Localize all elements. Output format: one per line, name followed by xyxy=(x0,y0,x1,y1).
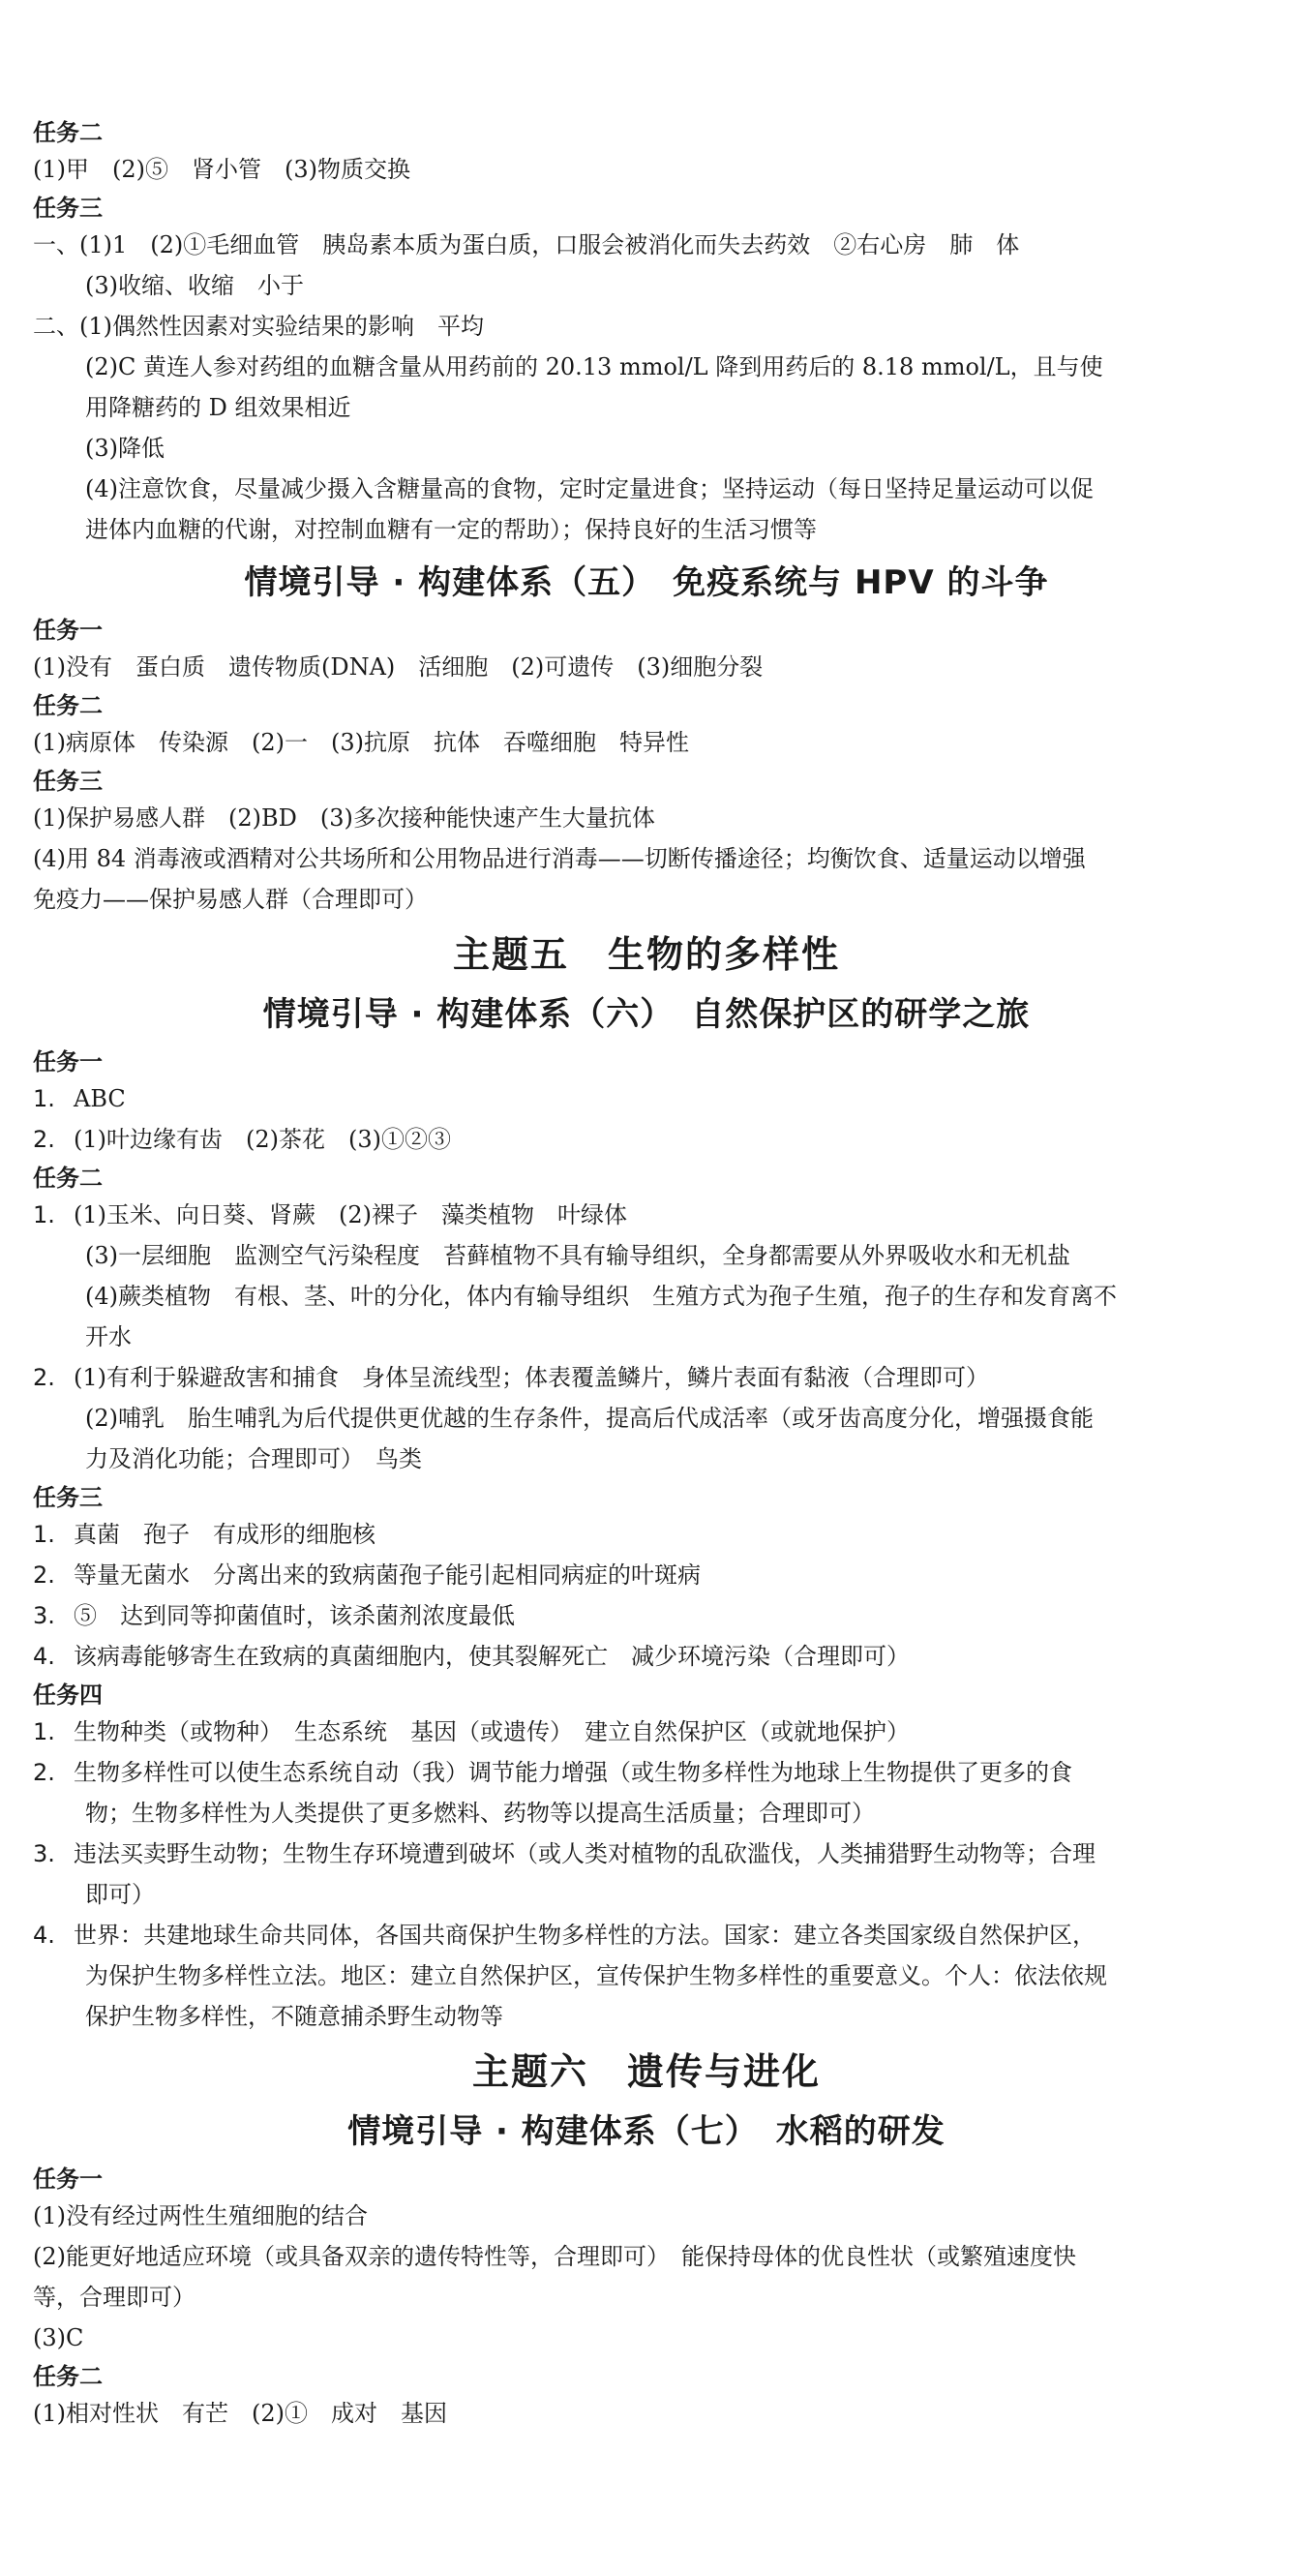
answer-line: 二、(1)偶然性因素对实验结果的影响 平均 xyxy=(33,313,484,340)
answer-line-continued: (4)蕨类植物 有根、茎、叶的分化，体内有输导组织 生殖方式为孢子生殖，孢子的生存和发育离不 xyxy=(85,1283,1117,1310)
item-number: 2. xyxy=(33,1561,55,1589)
answer-line: (1)甲 (2)⑤ 肾小管 (3)物质交换 xyxy=(33,156,410,183)
answer-line: (1)没有经过两性生殖细胞的结合 xyxy=(33,2202,368,2229)
item-number: 1. xyxy=(33,1201,55,1228)
answer-line-continued: 力及消化功能；合理即可） 鸟类 xyxy=(85,1445,422,1472)
answer-line-continued: 开水 xyxy=(85,1323,132,1350)
answer-line-continued: 保护生物多样性，不随意捕杀野生动物等 xyxy=(85,2003,503,2030)
item-number: 2. xyxy=(33,1126,55,1153)
item-text: 生物种类（或物种） 生态系统 基因（或遗传） 建立自然保护区（或就地保护） xyxy=(74,1718,910,1745)
task-heading: 任务二 xyxy=(33,2363,103,2390)
task-heading: 任务三 xyxy=(33,768,103,795)
numbered-answer xyxy=(33,1752,1260,1793)
item-number: 1. xyxy=(33,1521,55,1548)
numbered-answer xyxy=(33,1595,1260,1636)
numbered-answer xyxy=(33,1712,1260,1752)
item-text: 等量无菌水 分离出来的致病菌孢子能引起相同病症的叶斑病 xyxy=(74,1561,701,1589)
item-text: (1)叶边缘有齿 (2)茶花 (3)①②③ xyxy=(74,1126,451,1153)
answer-key-page xyxy=(33,114,1260,2434)
item-number: 4. xyxy=(33,1922,55,1949)
answer-line-continued: 即可） xyxy=(85,1881,155,1908)
numbered-answer xyxy=(33,1119,1260,1160)
task-heading: 任务四 xyxy=(33,1682,103,1709)
numbered-answer xyxy=(33,1915,1260,1955)
answer-line: 免疫力——保护易感人群（合理即可） xyxy=(33,886,428,913)
item-text: (1)有利于躲避敌害和捕食 身体呈流线型；体表覆盖鳞片，鳞片表面有黏液（合理即可） xyxy=(74,1364,989,1391)
numbered-answer xyxy=(33,1195,1260,1235)
item-number: 3. xyxy=(33,1602,55,1629)
item-number: 2. xyxy=(33,1364,55,1391)
topic-title: 主题六 遗传与进化 xyxy=(471,2050,821,2093)
item-text: 世界：共建地球生命共同体，各国共商保护生物多样性的方法。国家：建立各类国家级自然保护区， xyxy=(74,1922,1096,1949)
task-heading: 任务一 xyxy=(33,1048,103,1076)
item-text: 生物多样性可以使生态系统自动（我）调节能力增强（或生物多样性为地球上生物提供了更多的食 xyxy=(74,1759,1072,1786)
answer-line-continued: 为保护生物多样性立法。地区：建立自然保护区，宣传保护生物多样性的重要意义。个人：依法依规 xyxy=(85,1962,1107,1989)
item-text: (1)玉米、向日葵、肾蕨 (2)裸子 藻类植物 叶绿体 xyxy=(74,1201,627,1228)
item-text: ⑤ 达到同等抑菌值时，该杀菌剂浓度最低 xyxy=(74,1602,515,1629)
item-text: ABC xyxy=(74,1085,126,1112)
answer-line-continued: (2)哺乳 胎生哺乳为后代提供更优越的生存条件，提高后代成活率（或牙齿高度分化，增强摄食能 xyxy=(85,1405,1094,1432)
task-heading: 任务二 xyxy=(33,1165,103,1192)
section-title: 情境引导 · 构建体系（六） 自然保护区的研学之旅 xyxy=(262,995,1031,1034)
answer-line: 等，合理即可） xyxy=(33,2284,195,2311)
section-title: 情境引导 · 构建体系（七） 水稻的研发 xyxy=(347,2112,946,2151)
section-title: 情境引导 · 构建体系（五） 免疫系统与 HPV 的斗争 xyxy=(244,563,1049,602)
answer-line-indented: (3)降低 xyxy=(85,435,165,462)
task-heading: 任务三 xyxy=(33,1484,103,1511)
task-heading: 任务三 xyxy=(33,195,103,222)
numbered-answer xyxy=(33,1636,1260,1677)
task-heading: 任务一 xyxy=(33,617,103,644)
answer-line: (4)用 84 消毒液或酒精对公共场所和公用物品进行消毒——切断传播途径；均衡饮食、适量运动以增强 xyxy=(33,845,1086,872)
answer-line-continued: (3)一层细胞 监测空气污染程度 苔藓植物不具有输导组织，全身都需要从外界吸收水和无机盐 xyxy=(85,1242,1070,1269)
item-number: 1. xyxy=(33,1718,55,1745)
item-text: 该病毒能够寄生在致病的真菌细胞内，使其裂解死亡 减少环境污染（合理即可） xyxy=(74,1643,910,1670)
item-number: 4. xyxy=(33,1643,55,1670)
item-text: 真菌 孢子 有成形的细胞核 xyxy=(74,1521,375,1548)
task-heading: 任务二 xyxy=(33,119,103,146)
numbered-answer xyxy=(33,1834,1260,1874)
answer-line-indented: 用降糖药的 D 组效果相近 xyxy=(85,394,351,421)
answer-line-indented: (2)C 黄连人参对药组的血糖含量从用药前的 20.13 mmol/L 降到用药后的 8.18 mmol/L，且与使 xyxy=(85,353,1103,380)
topic-title: 主题五 生物的多样性 xyxy=(452,933,840,976)
answer-line: (1)没有 蛋白质 遗传物质(DNA) 活细胞 (2)可遗传 (3)细胞分裂 xyxy=(33,653,764,681)
numbered-answer xyxy=(33,1514,1260,1555)
item-number: 2. xyxy=(33,1759,55,1786)
answer-line: (1)保护易感人群 (2)BD (3)多次接种能快速产生大量抗体 xyxy=(33,804,655,832)
answer-line-indented: 进体内血糖的代谢，对控制血糖有一定的帮助）；保持良好的生活习惯等 xyxy=(85,516,817,543)
numbered-answer xyxy=(33,1078,1260,1119)
numbered-answer xyxy=(33,1357,1260,1398)
answer-line-indented: (4)注意饮食，尽量减少摄入含糖量高的食物，定时定量进食；坚持运动（每日坚持足量运动可以促 xyxy=(85,475,1094,502)
answer-line: (1)相对性状 有芒 (2)① 成对 基因 xyxy=(33,2400,447,2427)
answer-line: (1)病原体 传染源 (2)一 (3)抗原 抗体 吞噬细胞 特异性 xyxy=(33,729,689,756)
answer-line: (2)能更好地适应环境（或具备双亲的遗传特性等，合理即可） 能保持母体的优良性状（或繁殖速度快 xyxy=(33,2243,1076,2270)
answer-line-continued: 物；生物多样性为人类提供了更多燃料、药物等以提高生活质量；合理即可） xyxy=(85,1800,875,1827)
answer-line: (3)C xyxy=(33,2324,84,2351)
answer-line: 一、(1)1 (2)①毛细血管 胰岛素本质为蛋白质，口服会被消化而失去药效 ②右心房 肺 体 xyxy=(33,231,1020,258)
item-number: 1. xyxy=(33,1085,55,1112)
task-heading: 任务一 xyxy=(33,2166,103,2193)
item-text: 违法买卖野生动物；生物生存环境遭到破坏（或人类对植物的乱砍滥伐，人类捕猎野生动物等；合理 xyxy=(74,1840,1096,1867)
task-heading: 任务二 xyxy=(33,692,103,719)
numbered-answer xyxy=(33,1555,1260,1595)
answer-line-indented: (3)收缩、收缩 小于 xyxy=(85,272,304,299)
item-number: 3. xyxy=(33,1840,55,1867)
